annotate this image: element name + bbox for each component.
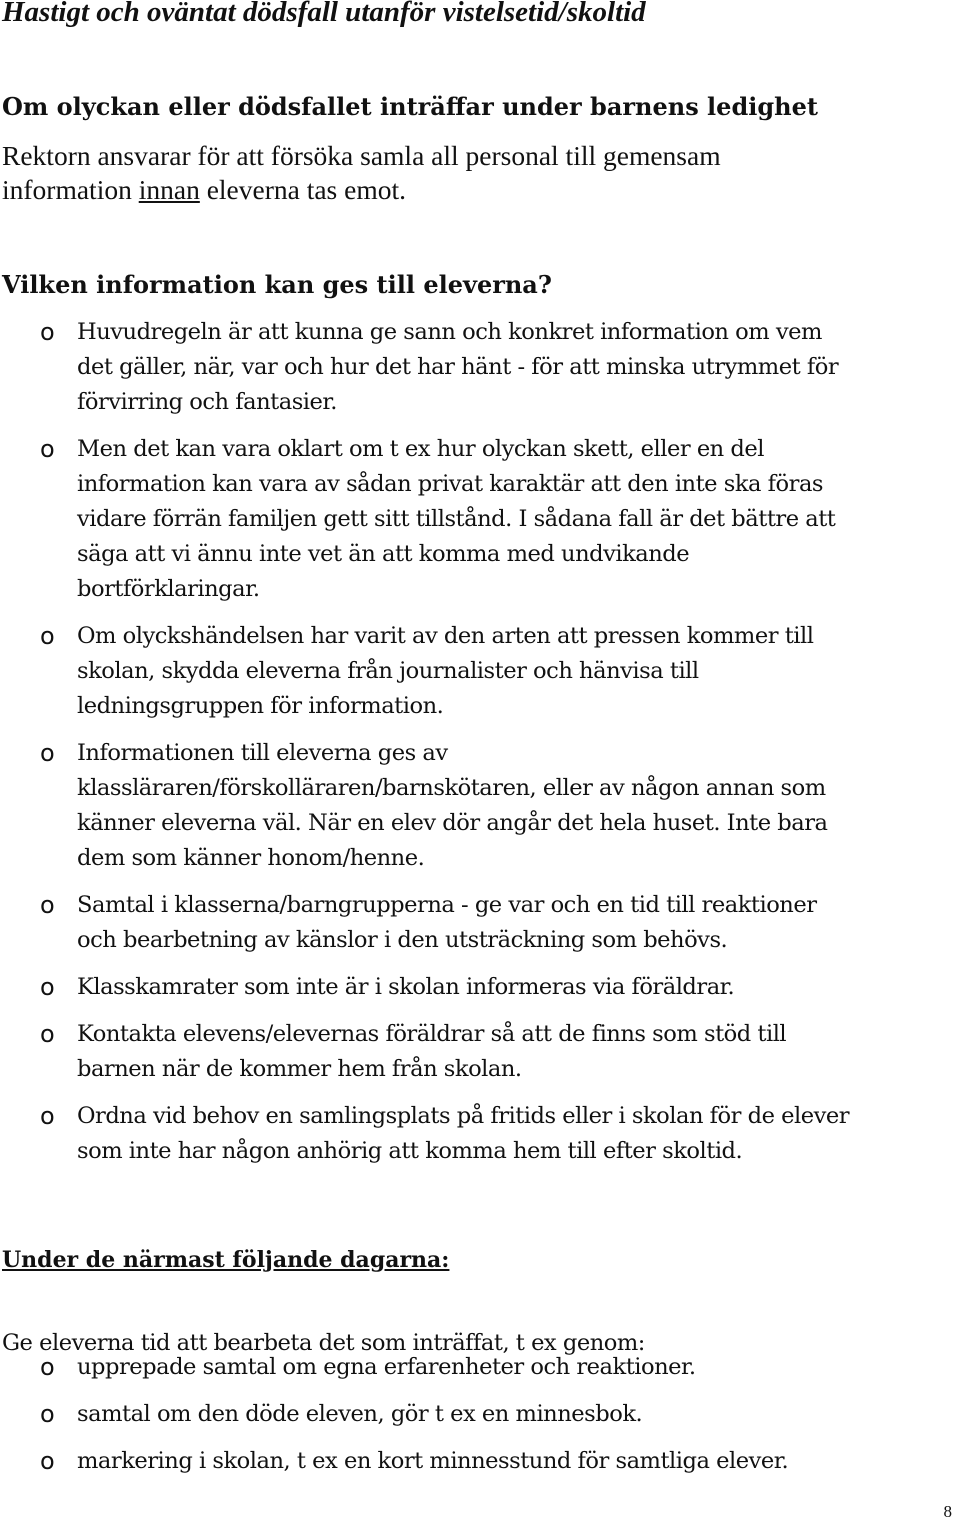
list-item-line: vidare förrän familjen gett sitt tillstånd. I sådana fall är det bättre att [77,506,836,532]
list-item-line: barnen när de kommer hem från skolan. [77,1056,522,1082]
list-item-text [77,1099,960,1169]
bullet-marker: o [40,739,55,767]
intro-paragraph: Ge eleverna tid att bearbeta det som inträffat, t ex genom: [2,1329,645,1356]
list-item-line: Om olyckshändelsen har varit av den arten att pressen kommer till [77,623,814,649]
list-item-line: samtal om den döde eleven, gör t ex en minnesbok. [77,1401,643,1427]
bullet-marker: o [40,1400,55,1428]
bullet-marker: o [40,973,55,1001]
list-item-text [77,1397,960,1432]
section-heading-dagarna: Under de närmast följande dagarna: [2,1247,450,1273]
list-item-text [77,1350,960,1385]
rektor-paragraph [2,139,721,207]
rektor-paragraph-text-b: eleverna tas emot. [199,174,406,205]
list-item-line: Huvudregeln är att kunna ge sann och konkret information om vem [77,319,822,345]
list-item-line: bortförklaringar. [77,576,260,602]
list-item-text [77,736,960,876]
bullet-marker: o [40,891,55,919]
list-item-text [77,1444,960,1479]
list-item-text [77,888,960,958]
rektor-paragraph-text-a: information [2,174,139,205]
list-item-line: säga att vi ännu inte vet än att komma med undvikande [77,541,690,567]
list-item-text [77,315,960,420]
rektor-paragraph-line-1: Rektorn ansvarar för att försöka samla all personal till gemensam [2,140,721,171]
document-title: Hastigt och oväntat dödsfall utanför vistelsetid/skoltid [2,0,646,28]
list-item-text [77,1017,960,1087]
list-item-line: klassläraren/förskolläraren/barnskötaren, eller av någon annan som [77,775,826,801]
list-item-line: Klasskamrater som inte är i skolan informeras via föräldrar. [77,974,735,1000]
page-number: 8 [943,1502,952,1521]
list-item-text [77,432,960,607]
list-item-line: förvirring och fantasier. [77,389,337,415]
list-item-line: dem som känner honom/henne. [77,845,425,871]
list-item-line: Men det kan vara oklart om t ex hur olyckan skett, eller en del [77,436,764,462]
list-item-line: och bearbetning av känslor i den utsträckning som behövs. [77,927,728,953]
list-item-line: Kontakta elevens/elevernas föräldrar så att de finns som stöd till [77,1021,787,1047]
list-item-line: känner eleverna väl. När en elev dör angår det hela huset. Inte bara [77,810,828,836]
list-item-text [77,970,960,1005]
list-item-line: ledningsgruppen för information. [77,693,444,719]
list-item-line: skolan, skydda eleverna från journalister och hänvisa till [77,658,699,684]
list-item-line: Informationen till eleverna ges av [77,740,448,766]
list-item-text [77,619,960,724]
section-heading-information: Vilken information kan ges till eleverna? [2,270,552,299]
bullet-marker: o [40,435,55,463]
bullet-marker: o [40,1020,55,1048]
list-item-line: information kan vara av sådan privat karaktär att den inte ska föras [77,471,824,497]
list-item-line: Samtal i klasserna/barngrupperna - ge var och en tid till reaktioner [77,892,817,918]
list-item-line: markering i skolan, t ex en kort minnesstund för samtliga elever. [77,1448,789,1474]
section-heading-ledighet: Om olyckan eller dödsfallet inträffar under barnens ledighet [2,92,818,121]
bullet-marker: o [40,622,55,650]
list-item-line: Ordna vid behov en samlingsplats på fritids eller i skolan för de elever [77,1103,850,1129]
underlined-word-innan: innan [138,174,200,205]
bullet-marker: o [40,1102,55,1130]
bullet-marker: o [40,318,55,346]
list-item-line: upprepade samtal om egna erfarenheter och reaktioner. [77,1354,696,1380]
bullet-marker: o [40,1447,55,1475]
list-item-line: som inte har någon anhörig att komma hem till efter skoltid. [77,1138,743,1164]
list-item-line: det gäller, när, var och hur det har hänt - för att minska utrymmet för [77,354,839,380]
rektor-paragraph-line-2 [2,173,721,207]
bullet-marker: o [40,1353,55,1381]
